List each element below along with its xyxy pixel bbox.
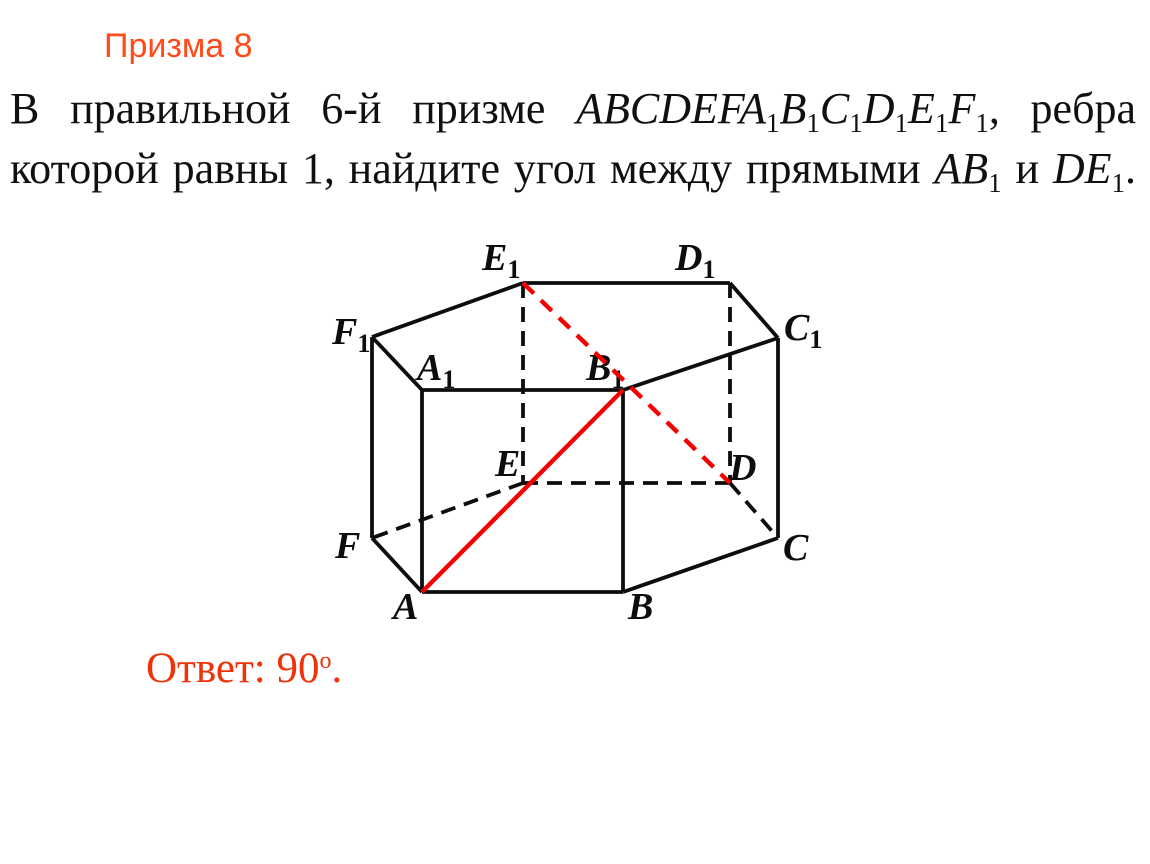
line-ab1-formula: $AB_1$ [934,144,1002,198]
problem-line2-conj: и [1015,144,1040,193]
vertex-label-a1: $A_1$ [417,347,456,394]
edge-c1-b1 [623,338,778,390]
vertex-label-e: E [495,443,521,485]
answer-text [146,642,342,696]
vertex-label-b: B [628,586,654,628]
vertex-label-d1: $D_1$ [675,237,716,284]
vertex-label-b1: $B_1$ [586,347,625,394]
edge-a1-f1 [372,337,422,390]
line-a-b1-highlight [422,390,623,592]
vertex-label-d: D [729,447,757,489]
line-de1-formula: $DE_1$ [1052,144,1126,198]
problem-line1-pre: В правильной 6-й призме [10,84,546,133]
answer-value: 90 [276,645,320,692]
problem-line1-post: , ребра [988,84,1136,133]
vertex-label-c: C [783,527,809,569]
problem-line2-post: . [1125,144,1137,193]
line-e1-d-highlight [523,283,730,483]
answer-period: . [331,645,343,692]
vertex-label-a: A [393,586,419,628]
edge-b-c [623,538,778,592]
answer-label: Ответ: [146,645,266,692]
edge-d1-c1 [730,283,778,338]
vertex-label-f: F [335,525,361,567]
prism-formula: $ABCDEFA_1B_1C_1D_1E_1F_1$ [576,84,989,138]
vertex-label-e1: $E_1$ [482,237,521,284]
answer-degree-mark: о [319,648,332,674]
edge-f1-e1 [372,283,523,337]
edge-d-c-hidden [730,483,778,538]
vertex-label-f1: $F_1$ [332,311,371,358]
edge-f-a [372,538,422,592]
slide-title: Призма 8 [104,27,253,65]
vertex-label-c1: $C_1$ [784,307,823,354]
problem-line2-pre: которой равны 1, найдите угол между прямыми [10,144,921,193]
